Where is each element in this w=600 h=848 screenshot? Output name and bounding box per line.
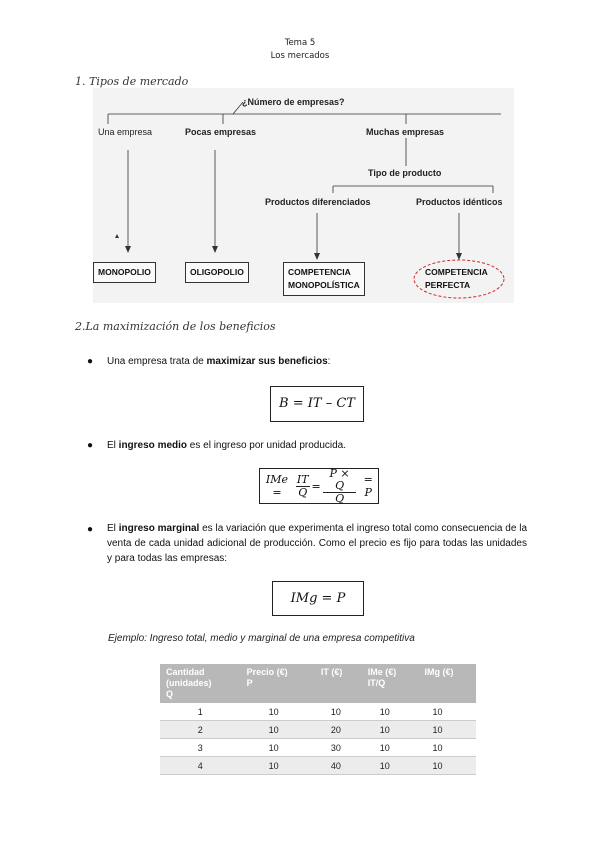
box-cm-line2: MONOPOLÍSTICA [288,280,360,290]
box-oligopolio [185,262,249,283]
table-row: 1 10 10 10 10 [160,703,476,721]
box-competencia-perfecta [420,262,493,296]
table-row: 2 10 20 10 10 [160,721,476,739]
example-caption: Ejemplo: Ingreso total, medio y marginal de una empresa competitiva [108,633,415,644]
label-muchas-empresas: Muchas empresas [366,127,445,137]
bullet-dot-1: ● [87,356,94,367]
revenue-table [160,664,476,775]
label-pocas-empresas: Pocas empresas [185,127,257,137]
section-2-title: 2.La maximización de los beneficios [75,320,276,333]
box-cp-line1: COMPETENCIA [425,267,488,277]
formula-ingreso-marginal: IMg = P [272,581,364,616]
doc-subtitle: Los mercados [270,51,330,61]
table-row: 4 10 40 10 10 [160,757,476,775]
box-cp-line2: PERFECTA [425,280,471,290]
col-ime: IMe (€) IT/Q [362,664,419,703]
box-oligopolio-label: OLIGOPOLIO [190,267,244,277]
bullet-1-text: Una empresa trata de maximizar sus beneficios: [107,356,331,367]
bullet-dot-3: ● [87,524,94,535]
diagram-root-label: ¿Número de empresas? [242,97,345,107]
col-img: IMg (€) [419,664,476,703]
col-precio: Precio (€) P [241,664,315,703]
box-monopolio-label: MONOPOLIO [98,267,151,277]
formula-ingreso-medio: IMe = $\frac{IT}{Q}$ = $\frac{P \times Q}{Q}$ = P [259,468,379,504]
doc-title: Tema 5 [284,38,316,48]
label-productos-identicos: Productos idénticos [416,197,503,207]
label-productos-diferenciados: Productos diferenciados [265,197,371,207]
box-monopolio [93,262,156,283]
col-it: IT (€) [315,664,362,703]
label-tipo-producto: Tipo de producto [368,168,442,178]
table-row: 3 10 30 10 10 [160,739,476,757]
bullet-dot-2: ● [87,440,94,451]
market-types-diagram [93,88,514,303]
box-cm-line1: COMPETENCIA [288,267,351,277]
label-una-empresa: Una empresa [98,127,153,137]
section-1-title: 1. Tipos de mercado [75,75,189,88]
table-header-row [160,664,476,703]
col-cantidad: Cantidad (unidades) Q [160,664,241,703]
box-competencia-monopolistica [283,262,365,296]
formula-beneficios: B = IT – CT [270,386,364,422]
bullet-2-text: El ingreso medio es el ingreso por unidad producida. [107,440,347,451]
bullet-3-text: El ingreso marginal es la variación que experimenta el ingreso total como consecuencia de la venta de cada unidad adicional de producción. Como el precio es fijo para todas las unidades y para todas las empresas: [107,523,528,564]
